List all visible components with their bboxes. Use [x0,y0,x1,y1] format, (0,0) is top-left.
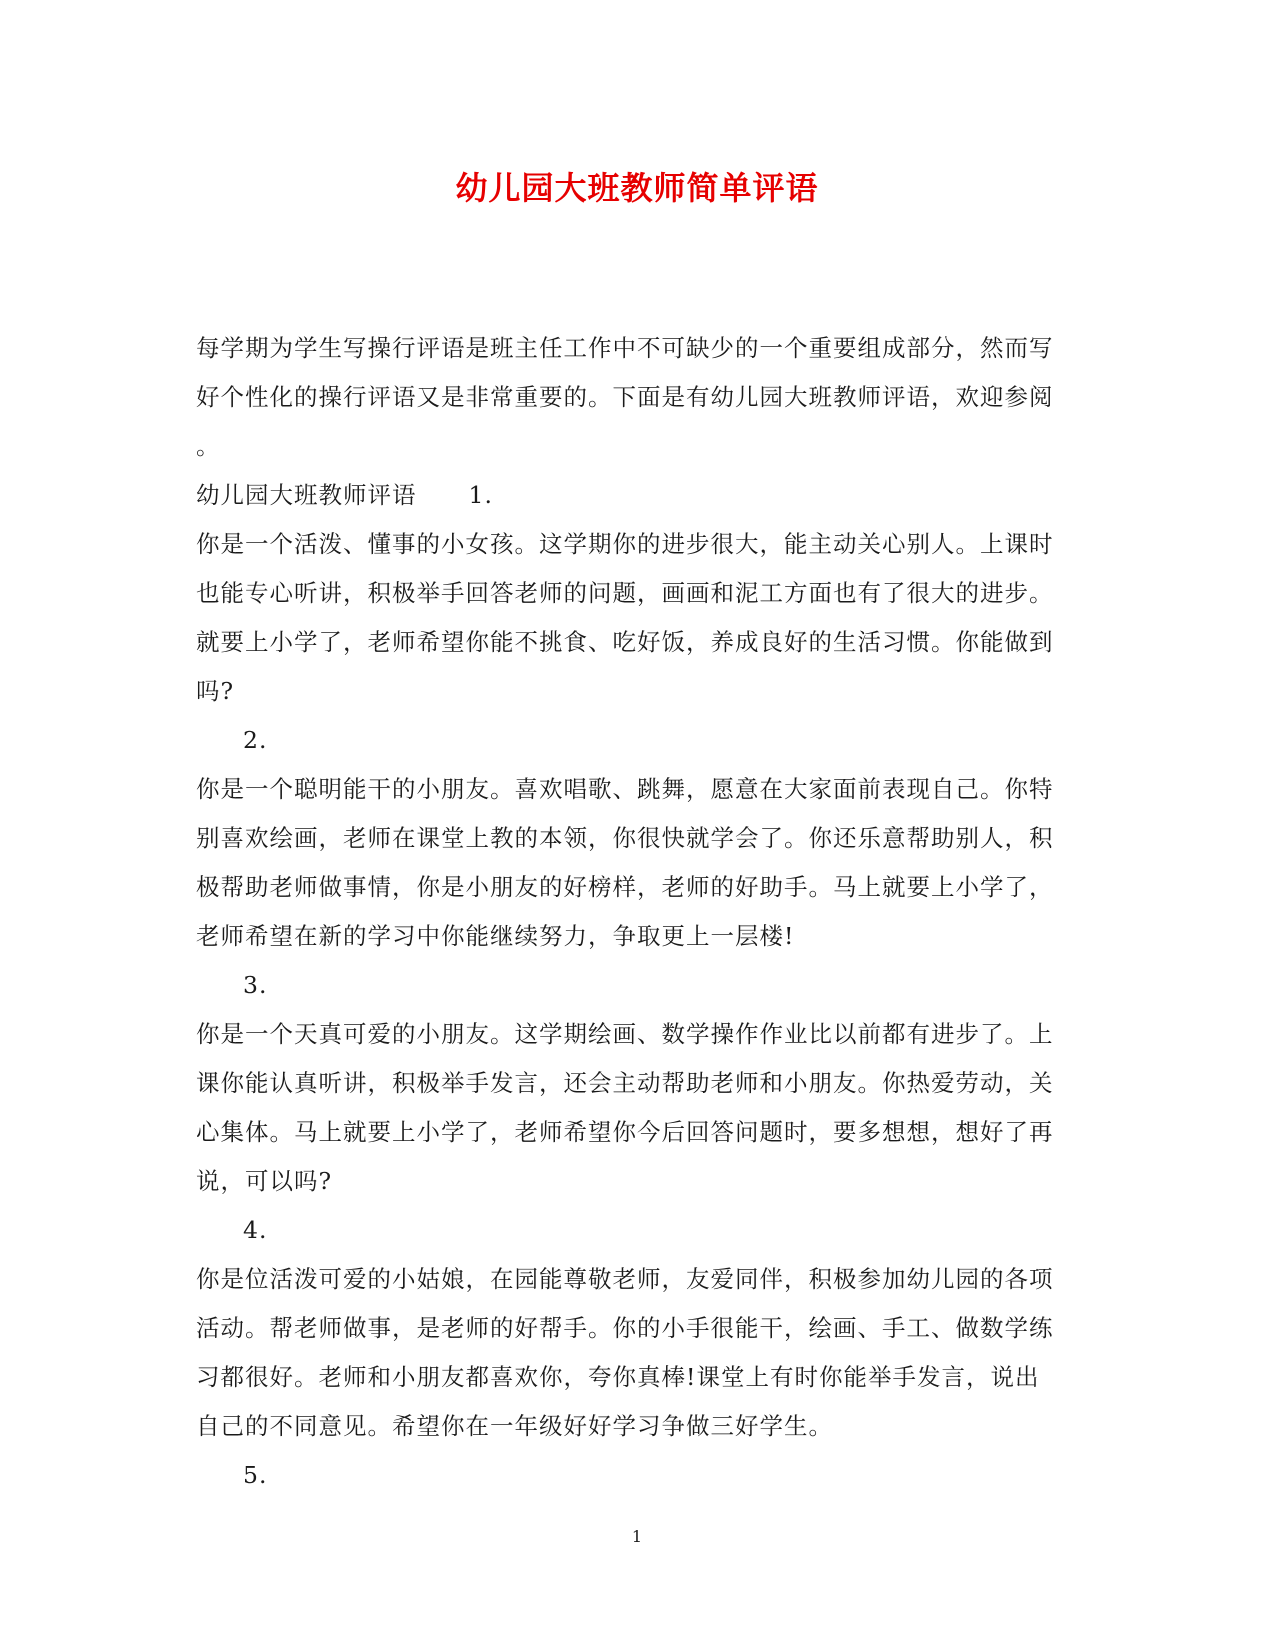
intro-line: 。 [196,432,221,460]
entry-line: 吗? [196,677,235,705]
entry-line: 自己的不同意见。希望你在一年级好好学习争做三好学生。 [196,1412,833,1440]
entry-line: 你是一个聪明能干的小朋友。喜欢唱歌、跳舞，愿意在大家面前表现自己。你特 [196,775,1054,803]
page-number: 1 [631,1527,643,1546]
entry-line: 说，可以吗? [196,1167,333,1195]
entry-line: 你是一个天真可爱的小朋友。这学期绘画、数学操作作业比以前都有进步了。上 [196,1020,1054,1048]
entry-line: 你是一个活泼、懂事的小女孩。这学期你的进步很大，能主动关心别人。上课时 [196,530,1054,558]
intro-line: 每学期为学生写操行评语是班主任工作中不可缺少的一个重要组成部分，然而写 [196,334,1054,362]
entry-line: 也能专心听讲，积极举手回答老师的问题，画画和泥工方面也有了很大的进步。 [196,579,1054,607]
entry-number: 2. [243,726,268,754]
entry-line: 活动。帮老师做事，是老师的好帮手。你的小手很能干，绘画、手工、做数学练 [196,1314,1054,1342]
entry-number: 1. [468,481,493,509]
entry-line: 课你能认真听讲，积极举手发言，还会主动帮助老师和小朋友。你热爱劳动，关 [196,1069,1054,1097]
intro-line: 好个性化的操行评语又是非常重要的。下面是有幼儿园大班教师评语，欢迎参阅 [196,383,1054,411]
section-heading-text: 幼儿园大班教师评语 [196,481,417,509]
section-heading [196,471,1080,520]
entry-number: 3. [243,971,268,999]
entry-line: 老师希望在新的学习中你能继续努力，争取更上一层楼! [196,922,795,950]
entry-line: 心集体。马上就要上小学了，老师希望你今后回答问题时，要多想想，想好了再 [196,1118,1054,1146]
entry-number: 5. [243,1461,268,1489]
entry-line: 极帮助老师做事情，你是小朋友的好榜样，老师的好助手。马上就要上小学了， [196,873,1054,901]
document-body [196,324,1080,1500]
entry-line: 你是位活泼可爱的小姑娘，在园能尊敬老师，友爱同伴，积极参加幼儿园的各项 [196,1265,1054,1293]
document-title: 幼儿园大班教师简单评语 [455,169,819,207]
entry-line: 别喜欢绘画，老师在课堂上教的本领，你很快就学会了。你还乐意帮助别人，积 [196,824,1054,852]
entry-line: 就要上小学了，老师希望你能不挑食、吃好饭，养成良好的生活习惯。你能做到 [196,628,1054,656]
entry-line: 习都很好。老师和小朋友都喜欢你，夸你真棒!课堂上有时你能举手发言，说出 [196,1363,1040,1391]
entry-number: 4. [243,1216,268,1244]
